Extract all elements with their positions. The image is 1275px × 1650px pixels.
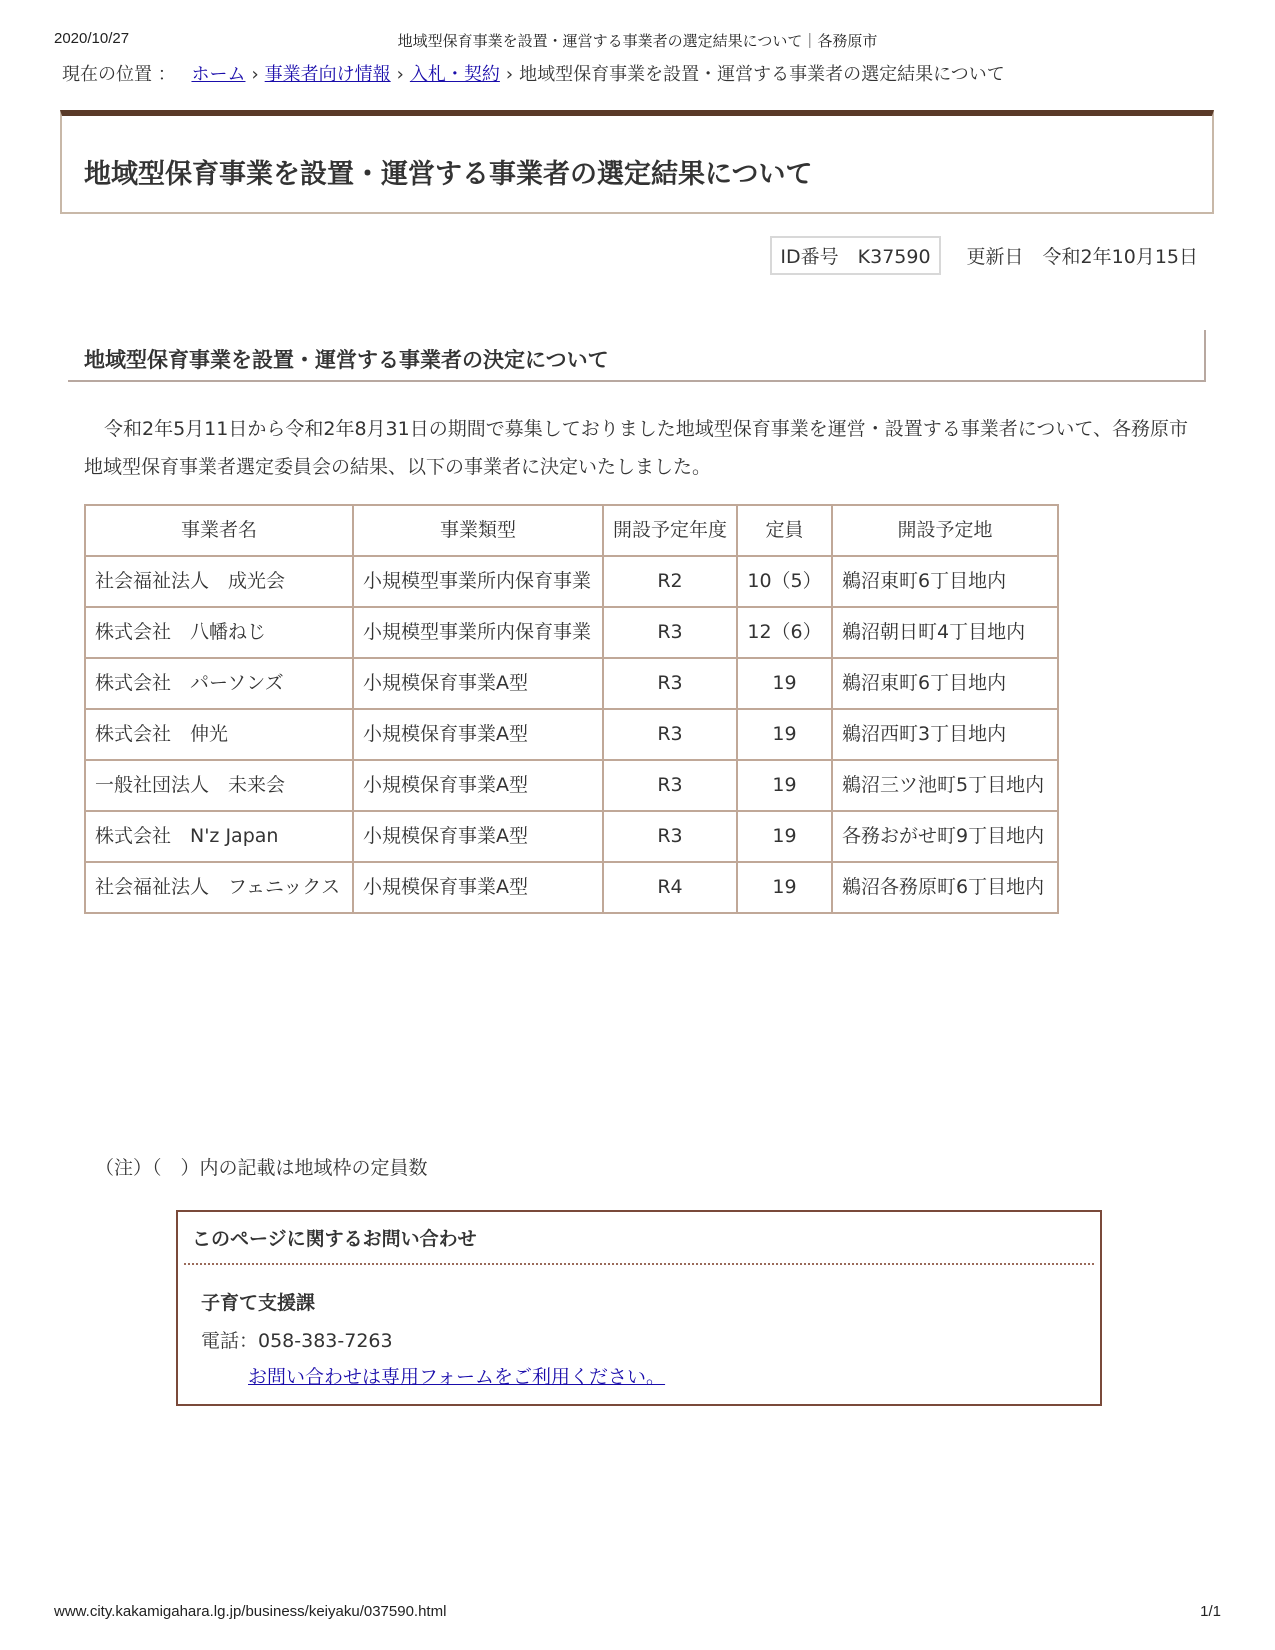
cell-type: 小規模型事業所内保育事業 [353, 607, 603, 658]
cell-operator: 社会福祉法人 フェニックス [85, 862, 353, 913]
contact-divider [184, 1263, 1094, 1265]
cell-location: 鵜沼三ツ池町5丁目地内 [832, 760, 1058, 811]
breadcrumb-separator: › [251, 64, 259, 85]
cell-operator: 株式会社 パーソンズ [85, 658, 353, 709]
table-row [85, 607, 1058, 658]
table-note: （注）（ ）内の記載は地域枠の定員数 [95, 1157, 428, 1179]
contact-box [176, 1210, 1102, 1406]
cell-location: 各務おがせ町9丁目地内 [832, 811, 1058, 862]
cell-capacity: 12（6） [737, 607, 832, 658]
updated-date: 更新日 令和2年10月15日 [966, 246, 1198, 268]
cell-location: 鵜沼東町6丁目地内 [832, 658, 1058, 709]
table-row [85, 556, 1058, 607]
cell-operator: 一般社団法人 未来会 [85, 760, 353, 811]
table-row [85, 709, 1058, 760]
table-row [85, 811, 1058, 862]
cell-year: R3 [603, 658, 737, 709]
cell-location: 鵜沼西町3丁目地内 [832, 709, 1058, 760]
table-header-row [85, 505, 1058, 556]
contact-department: 子育て支援課 [201, 1292, 316, 1314]
cell-year: R3 [603, 607, 737, 658]
table-row [85, 760, 1058, 811]
page-meta [770, 236, 1198, 275]
cell-type: 小規模保育事業A型 [353, 658, 603, 709]
cell-operator: 株式会社 N'z Japan [85, 811, 353, 862]
cell-location: 鵜沼各務原町6丁目地内 [832, 862, 1058, 913]
cell-year: R3 [603, 811, 737, 862]
breadcrumb-link-business[interactable]: 事業者向け情報 [264, 64, 391, 85]
page-title: 地域型保育事業を設置・運営する事業者の選定結果について [84, 159, 813, 190]
cell-year: R3 [603, 709, 737, 760]
print-page-number: 1/1 [1200, 1603, 1221, 1620]
cell-operator: 株式会社 八幡ねじ [85, 607, 353, 658]
cell-operator: 社会福祉法人 成光会 [85, 556, 353, 607]
column-header-location: 開設予定地 [832, 505, 1058, 556]
print-page-title: 地域型保育事業を設置・運営する事業者の選定結果について｜各務原市 [397, 33, 878, 50]
breadcrumb-prefix: 現在の位置 ： [62, 64, 176, 85]
breadcrumb-separator: › [505, 64, 514, 85]
cell-type: 小規模保育事業A型 [353, 760, 603, 811]
column-header-capacity: 定員 [737, 505, 832, 556]
cell-capacity: 10（5） [737, 556, 832, 607]
breadcrumb-link-bidding[interactable]: 入札・契約 [409, 64, 500, 85]
contact-phone: 電話：058-383-7263 [201, 1330, 393, 1352]
cell-capacity: 19 [737, 760, 832, 811]
page-id: ID番号 K37590 [770, 236, 940, 275]
cell-capacity: 19 [737, 862, 832, 913]
intro-paragraph: 令和2年5月11日から令和2年8月31日の期間で募集しておりました地域型保育事業を運営・設置する事業者について、各務原市地域型保育事業者選定委員会の結果、以下の事業者に決定いたしました。 [84, 418, 1188, 478]
contact-title: このページに関するお問い合わせ [192, 1228, 477, 1250]
table-row [85, 862, 1058, 913]
breadcrumb-link-home[interactable]: ホーム [191, 64, 246, 85]
cell-type: 小規模保育事業A型 [353, 811, 603, 862]
column-header-operator: 事業者名 [85, 505, 353, 556]
cell-operator: 株式会社 伸光 [85, 709, 353, 760]
breadcrumb-separator: › [396, 64, 404, 85]
print-date: 2020/10/27 [54, 30, 130, 47]
cell-location: 鵜沼朝日町4丁目地内 [832, 607, 1058, 658]
operator-table [84, 504, 1059, 914]
cell-year: R2 [603, 556, 737, 607]
cell-location: 鵜沼東町6丁目地内 [832, 556, 1058, 607]
cell-capacity: 19 [737, 709, 832, 760]
breadcrumb-current: 地域型保育事業を設置・運営する事業者の選定結果について [519, 64, 1005, 85]
cell-type: 小規模型事業所内保育事業 [353, 556, 603, 607]
column-header-type: 事業類型 [353, 505, 603, 556]
page-title-box [60, 110, 1214, 214]
cell-capacity: 19 [737, 658, 832, 709]
print-url: www.city.kakamigahara.lg.jp/business/keiyaku/037590.html [54, 1603, 447, 1620]
breadcrumb [62, 60, 1005, 86]
column-header-year: 開設予定年度 [603, 505, 737, 556]
section-heading: 地域型保育事業を設置・運営する事業者の決定について [84, 348, 609, 372]
cell-type: 小規模保育事業A型 [353, 709, 603, 760]
contact-form-link[interactable]: お問い合わせは専用フォームをご利用ください。 [248, 1366, 666, 1388]
cell-capacity: 19 [737, 811, 832, 862]
cell-type: 小規模保育事業A型 [353, 862, 603, 913]
cell-year: R3 [603, 760, 737, 811]
section-heading-box [68, 330, 1206, 382]
table-row [85, 658, 1058, 709]
cell-year: R4 [603, 862, 737, 913]
print-header [54, 30, 1221, 50]
